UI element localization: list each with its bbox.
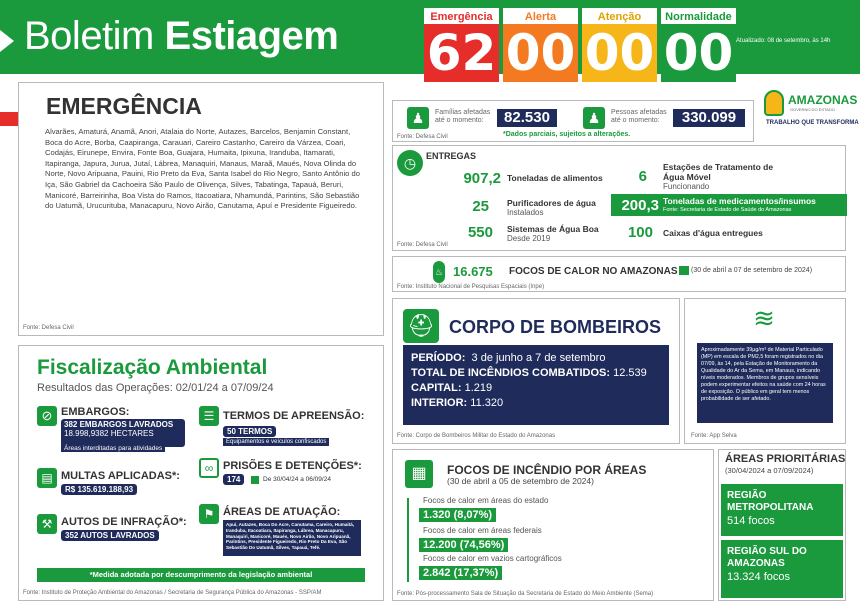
embargos-title: EMBARGOS: (61, 406, 130, 418)
focos-areas-period: (30 de abril a 05 de setembro de 2024) (447, 476, 594, 486)
focos-area-value: 1.320 (8,07%) (419, 508, 496, 522)
interior-row (411, 396, 661, 411)
prohibited-icon: ⊘ (37, 406, 57, 426)
emergencia-title: EMERGÊNCIA (46, 93, 202, 119)
entrega-label: Toneladas de alimentos (507, 173, 603, 183)
source-text: Fonte: App Selva (691, 433, 737, 439)
updated-text: Atualizado: 08 de setembro, às 14h (736, 38, 831, 44)
embargos-hectares: 18.998,9382 HECTARES (64, 429, 154, 438)
source-text: Fonte: Defesa Civil (397, 134, 448, 140)
focos-area-value: 2.842 (17,37%) (419, 566, 502, 580)
capital-row (411, 381, 661, 396)
amazonas-logo (764, 90, 859, 130)
termos-title: TERMOS DE APREENSÃO: (223, 410, 365, 422)
areas-title: ÁREAS DE ATUAÇÃO: (223, 506, 341, 518)
level-value: 00 (582, 24, 657, 82)
prioritaria-value: 514 focos (727, 515, 775, 527)
families-label: Famílias afetadas até o momento: (435, 109, 491, 124)
interior-label: INTERIOR: (411, 397, 468, 409)
embargos-box (61, 419, 185, 447)
families-value: 82.530 (497, 109, 557, 127)
total-value: 12.539 (613, 367, 647, 379)
thermometer-icon: ♨ (433, 261, 445, 283)
title-bold: Estiagem (164, 14, 339, 58)
focos-area-value: 12.200 (74,56%) (419, 538, 508, 552)
periodo-label: PERÍODO: (411, 352, 466, 364)
partial-note: *Dados parciais, sujeitos a alterações. (503, 131, 631, 138)
source-text: Fonte: Defesa Civil (397, 242, 448, 248)
bombeiros-stats (403, 345, 669, 425)
fiscalizacao-subtitle: Resultados das Operações: 02/01/24 a 07/09/24 (37, 382, 274, 394)
entrega-sub: Desde 2019 (507, 234, 551, 243)
bombeiros-panel (392, 298, 680, 444)
entrega-label: Caixas d'água entregues (663, 228, 763, 238)
level-value: 00 (661, 24, 736, 82)
logo-name: AMAZONAS (788, 93, 858, 107)
multas-value: R$ 135.619.188,93 (61, 484, 137, 495)
entrega-label: Toneladas de medicamentos/insumos (663, 196, 816, 206)
focos-areas-title: FOCOS DE INCÊNDIO POR ÁREAS (447, 463, 647, 477)
emergencia-panel (18, 82, 384, 336)
level-value: 00 (503, 24, 578, 82)
coat-of-arms-icon (764, 90, 784, 116)
prisoes-value: 174 (223, 474, 244, 485)
bracket-line (407, 498, 409, 582)
termos-sub: Equipamentos e veículos confiscados (223, 438, 329, 446)
air-quality-panel (684, 298, 846, 444)
entrega-sub: Funcionando (663, 182, 710, 191)
page-title (24, 14, 338, 59)
wind-icon: ≋ (753, 303, 775, 333)
prisoes-period: De 30/04/24 a 06/09/24 (263, 476, 331, 483)
focos-period: (30 de abril a 07 de setembro de 2024) (691, 267, 813, 274)
entregas-title: ENTREGAS (426, 151, 477, 161)
logo-sub: GOVERNO DO ESTADO (790, 107, 835, 112)
entrega-sub: Fonte: Secretaria de Estado de Saúde do Amazonas (663, 207, 792, 213)
source-text: Fonte: Instituto de Proteção Ambiental do Amazonas / Secretaria de Segurança Pública do Amazonas - SSP/AM (23, 590, 322, 596)
periodo-value: 3 de junho a 7 de setembro (471, 352, 606, 364)
logo-slogan: TRABALHO QUE TRANSFORMA (766, 120, 859, 126)
people-value: 330.099 (673, 109, 745, 127)
level-label: Emergência (424, 8, 499, 24)
entrega-value: 200,3 (621, 197, 659, 214)
fiscalizacao-panel (18, 345, 384, 601)
total-row (411, 366, 661, 381)
focos-area-label: Focos de calor em áreas federais (423, 526, 542, 535)
calendar-icon (679, 266, 689, 275)
source-text: Fonte: Defesa Civil (23, 325, 74, 331)
gavel-icon: ⚒ (37, 514, 57, 534)
entrega-value: 25 (472, 198, 489, 215)
prioritaria-value: 13.324 focos (727, 571, 790, 583)
source-text: Fonte: Instituto Nacional de Pesquisas Espaciais (Inpe) (397, 284, 545, 290)
bombeiros-title: CORPO DE BOMBEIROS (449, 317, 662, 337)
firefighter-icon: ⛑ (403, 309, 439, 343)
autos-value: 352 AUTOS LAVRADOS (61, 530, 159, 541)
level-alerta (503, 8, 578, 82)
prioritarias-title: ÁREAS PRIORITÁRIAS (725, 453, 846, 465)
people-label: Pessoas afetadas até o momento: (611, 109, 667, 124)
entrega-value: 550 (467, 224, 493, 241)
focos-area-label: Focos de calor em áreas do estado (423, 496, 549, 505)
focos-value: 16.675 (453, 264, 493, 279)
affected-panel (392, 100, 754, 142)
entrega-value: 100 (627, 224, 653, 241)
calendar-icon (251, 476, 259, 484)
fiscalizacao-title: Fiscalização Ambiental (37, 356, 268, 379)
puzzle-icon: ▦ (405, 460, 433, 488)
embargos-count: 382 EMBARGOS LAVRADOS (64, 420, 174, 429)
level-label: Normalidade (661, 8, 736, 24)
embargos-sub: Áreas interditadas para atividades (61, 445, 165, 452)
level-value: 62 (424, 24, 499, 82)
prioritaria-name: REGIÃO METROPOLITANA (727, 490, 814, 513)
areas-text: Apuí, Autazes, Boca Do Acre, Canutama, Careiro, Humaitá, Iranduba, Itacoatiara, Itapiranga, Lábrea, Manacapuru, Manaquiri, Manicoré, Maués, Novo Airão, Novo Aripuanã, Parintins, Presidente Figueiredo, Rio Preto Da Eva, São Sebastião Do Uatumã, Silves, Tapauá, Tefé. (223, 520, 361, 556)
termos-value: 50 TERMOS (223, 426, 276, 437)
focos-area-label: Focos de calor em vazios cartográficos (423, 554, 562, 563)
focos-panel (392, 256, 846, 292)
person-icon: ♟ (583, 107, 605, 129)
air-quality-text: Aproximadamente 39µg/m³ de Material Particulado (MP) em escala de PM2,5 foram registrados no dia 07/09, às 14, pela Estação de Monitoramento da Qualidade do Ar da Sema, em Manaus, indicando níveis moderados. Membros de grupos sensíveis podem experimentar efeitos na saúde com 24 horas de exposição. O público em geral tem menos probabilidade de ser afetado. (697, 343, 833, 423)
level-label: Atenção (582, 8, 657, 24)
level-normalidade (661, 8, 736, 82)
level-atencao (582, 8, 657, 82)
fiscalizacao-note: *Medida adotada por descumprimento da legislação ambiental (37, 568, 365, 582)
document-icon: ☰ (199, 406, 219, 426)
prisoes-title: PRISÕES E DETENÇÕES*: (223, 460, 362, 472)
prioritaria-card (721, 484, 843, 536)
source-text: Fonte: Pós-processamento Sala de Situação da Secretaria de Estado do Meio Ambiente (Sema) (397, 591, 654, 597)
prioritaria-card (721, 540, 843, 598)
title-light: Boletim (24, 14, 154, 58)
family-icon: ♟ (407, 107, 429, 129)
entrega-sub: Instalados (507, 208, 544, 217)
emergencia-list: Alvarães, Amaturá, Anamã, Anori, Atalaia do Norte, Autazes, Barcelos, Benjamin Constant, Boca do Acre, Borba, Caapiranga, Carauari, Careiro Castanho, Careiro da Várzea, Coari, Codajás, Eirunepe, Envira, Fonte Boa, Guajara, Humaita, Ipixuna, Iranduba, Itamarati, Itapiranga, Japura, Jurua, Jutaí, Lábrea, Manaquiri, Manaus, Maraã, Maués, Nova Olinda do Norte, Novo Aripuana, Pauini, Rio Preto da Eva, Santa Isabel do Rio Negro, Santo Antônio do Iça, São Gabriel da Cachoeira São Paulo de Olivença, Silves, Tabatinga, Tapauá, Beruri, Manicoré, Barreirinha, Boa Vista do Ramos, Itacoatiara, Nhamundá, Parintins, São Sebastião do Uatumã, Urucurituba, Manacapuru, Novo Airão, Canutama, Apuí e Presidente Figueiredo. (45, 127, 360, 211)
invoice-icon: ▤ (37, 468, 57, 488)
capital-value: 1.219 (464, 382, 493, 394)
capital-label: CAPITAL: (411, 382, 462, 394)
prioritarias-period: (30/04/2024 a 07/09/2024) (725, 466, 814, 475)
prioritaria-name: REGIÃO SUL DO AMAZONAS (727, 546, 807, 569)
level-emergencia (424, 8, 499, 82)
clock-icon: ◷ (397, 150, 423, 176)
autos-title: AUTOS DE INFRAÇÃO*: (61, 516, 187, 528)
multas-title: MULTAS APLICADAS*: (61, 470, 180, 482)
level-label: Alerta (503, 8, 578, 24)
periodo-row (411, 351, 661, 366)
focos-label: FOCOS DE CALOR NO AMAZONAS (509, 266, 678, 277)
entrega-value: 907,2 (463, 170, 501, 187)
source-text: Fonte: Corpo de Bombeiros Militar do Estado do Amazonas (397, 433, 556, 439)
map-icon: ⚑ (199, 504, 219, 524)
handcuffs-icon: ∞ (199, 458, 219, 478)
entregas-panel (392, 145, 846, 251)
entrega-label: Estações de Tratamento de Água Móvel (663, 162, 774, 182)
entrega-label: Sistemas de Água Boa (507, 224, 599, 234)
interior-value: 11.320 (470, 397, 504, 409)
total-label: TOTAL DE INCÊNDIOS COMBATIDOS: (411, 367, 611, 379)
entrega-label: Purificadores de água (507, 198, 596, 208)
prioritarias-panel (718, 449, 846, 601)
focos-areas-panel (392, 449, 714, 601)
chevron-icon (0, 30, 14, 52)
entrega-value: 6 (638, 168, 647, 185)
